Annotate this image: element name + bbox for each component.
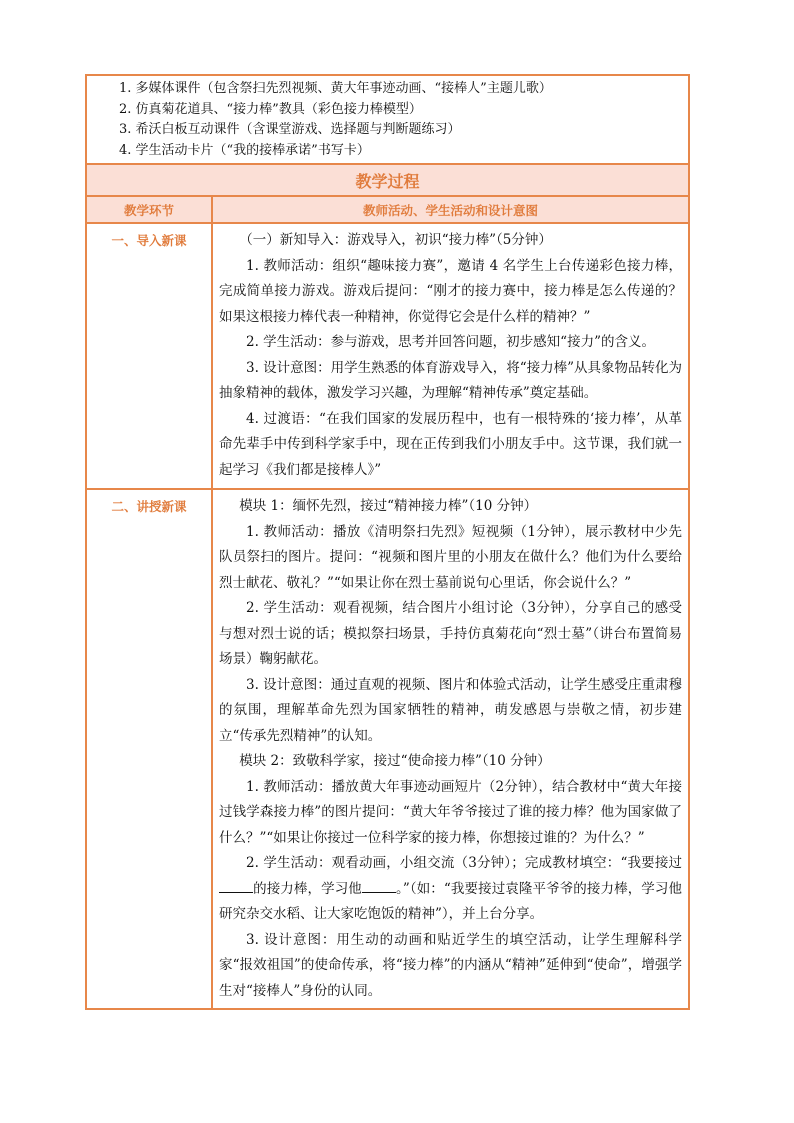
column-header-stage: 教学环节 (86, 196, 212, 223)
paragraph: 2. 学生活动：参与游戏，思考并回答问题，初步感知“接力”的含义。 (246, 334, 655, 350)
section-title: 教学过程 (86, 164, 689, 196)
material-item: 3. 希沃白板互动课件（含课堂游戏、选择题与判断题练习） (119, 122, 461, 137)
lesson-plan-page (85, 74, 688, 1010)
blank-line (219, 878, 253, 893)
fill-text-c: 。”（如：“我要接过袁隆平爷爷的接力棒，学习他研究杂交水稻、让大家吃饱饭的精神”），并上台分享。 (219, 880, 683, 922)
paragraph: 1. 教师活动：组织“趣味接力赛”，邀请 4 名学生上台传递彩色接力棒，完成简单接力游戏。游戏后提问：“刚才的接力赛中，接力棒是怎么传递的？如果这根接力棒代表一种精神，你觉得它会是什么样的精神？” (219, 257, 683, 325)
stage-row-intro (86, 223, 689, 489)
paragraph-fill-in (219, 851, 682, 928)
module-heading: 模块 2：致敬科学家，接过“使命接力棒”（10 分钟） (239, 753, 551, 769)
module-heading: 模块 1：缅怀先烈，接过“精神接力棒”（10 分钟） (239, 498, 538, 514)
material-item: 2. 仿真菊花道具、“接力棒”教具（彩色接力棒模型） (119, 101, 422, 117)
material-item: 4. 学生活动卡片（“我的接棒承诺”书写卡） (119, 142, 370, 158)
lesson-plan-table (85, 74, 690, 1010)
stage-row-teaching (86, 489, 689, 1009)
paragraph: 3. 设计意图：用生动的动画和贴近学生的填空活动，让学生理解科学家“报效祖国”的使命传承，将“接力棒”的内涵从“精神”延伸到“使命”，增强学生对“接棒人”身份的认同。 (219, 931, 683, 999)
blank-line (362, 878, 396, 893)
paragraph: 1. 教师活动：播放黄大年事迹动画短片（2分钟），结合教材中“黄大年接过钱学森接力棒”的图片提问：“黄大年爷爷接过了谁的接力棒？他为国家做了什么？”“如果让你接过一位科学家的接力棒，你想接过谁的？为什么？” (219, 778, 683, 846)
paragraph: 2. 学生活动：观看视频，结合图片小组讨论（3分钟），分享自己的感受与想对烈士说的话；模拟祭扫场景，手持仿真菊花向“烈士墓”（讲台布置简易场景）鞠躬献花。 (219, 600, 683, 667)
section-title-row (86, 164, 689, 196)
materials-row (86, 75, 689, 164)
paragraph: 3. 设计意图：通过直观的视频、图片和体验式活动，让学生感受庄重肃穆的氛围，理解革命先烈为国家牺牲的精神，萌发感恩与崇敬之情，初步建立“传承先烈精神”的认知。 (219, 676, 683, 744)
materials-cell (86, 75, 689, 164)
fill-text-a: 2. 学生活动：观看动画，小组交流（3分钟）；完成教材填空：“我要接过 (246, 855, 683, 871)
paragraph: 4. 过渡语：“在我们国家的发展历程中，也有一根特殊的‘接力棒’，从革命先辈手中传到科学家手中，现在正传到我们小朋友手中。这节课，我们就一起学习《我们都是接棒人》” (219, 410, 683, 478)
fill-text-b: 的接力棒，学习他 (253, 880, 362, 897)
column-header-activity: 教师活动、学生活动和设计意图 (212, 196, 689, 223)
paragraph: 1. 教师活动：播放《清明祭扫先烈》短视频（1分钟），展示教材中少先队员祭扫的图片。提问：“视频和图片里的小朋友在做什么？他们为什么要给烈士献花、敬礼？”“如果让你在烈士墓前说句心里话，你会说什么？” (219, 523, 683, 591)
stage-content (212, 489, 689, 1009)
stage-heading: （一）新知导入：游戏导入，初识“接力棒”（5分钟） (239, 232, 552, 248)
paragraph: 3. 设计意图：用学生熟悉的体育游戏导入，将“接力棒”从具象物品转化为抽象精神的载体，激发学习兴趣，为理解“精神传承”奠定基础。 (219, 359, 683, 401)
column-header-row (86, 196, 689, 223)
material-item: 1. 多媒体课件（包含祭扫先烈视频、黄大年事迹动画、“接棒人”主题儿歌） (119, 81, 552, 96)
stage-content (212, 223, 689, 489)
stage-name: 一、导入新课 (86, 223, 212, 489)
stage-name: 二、讲授新课 (86, 489, 212, 1009)
